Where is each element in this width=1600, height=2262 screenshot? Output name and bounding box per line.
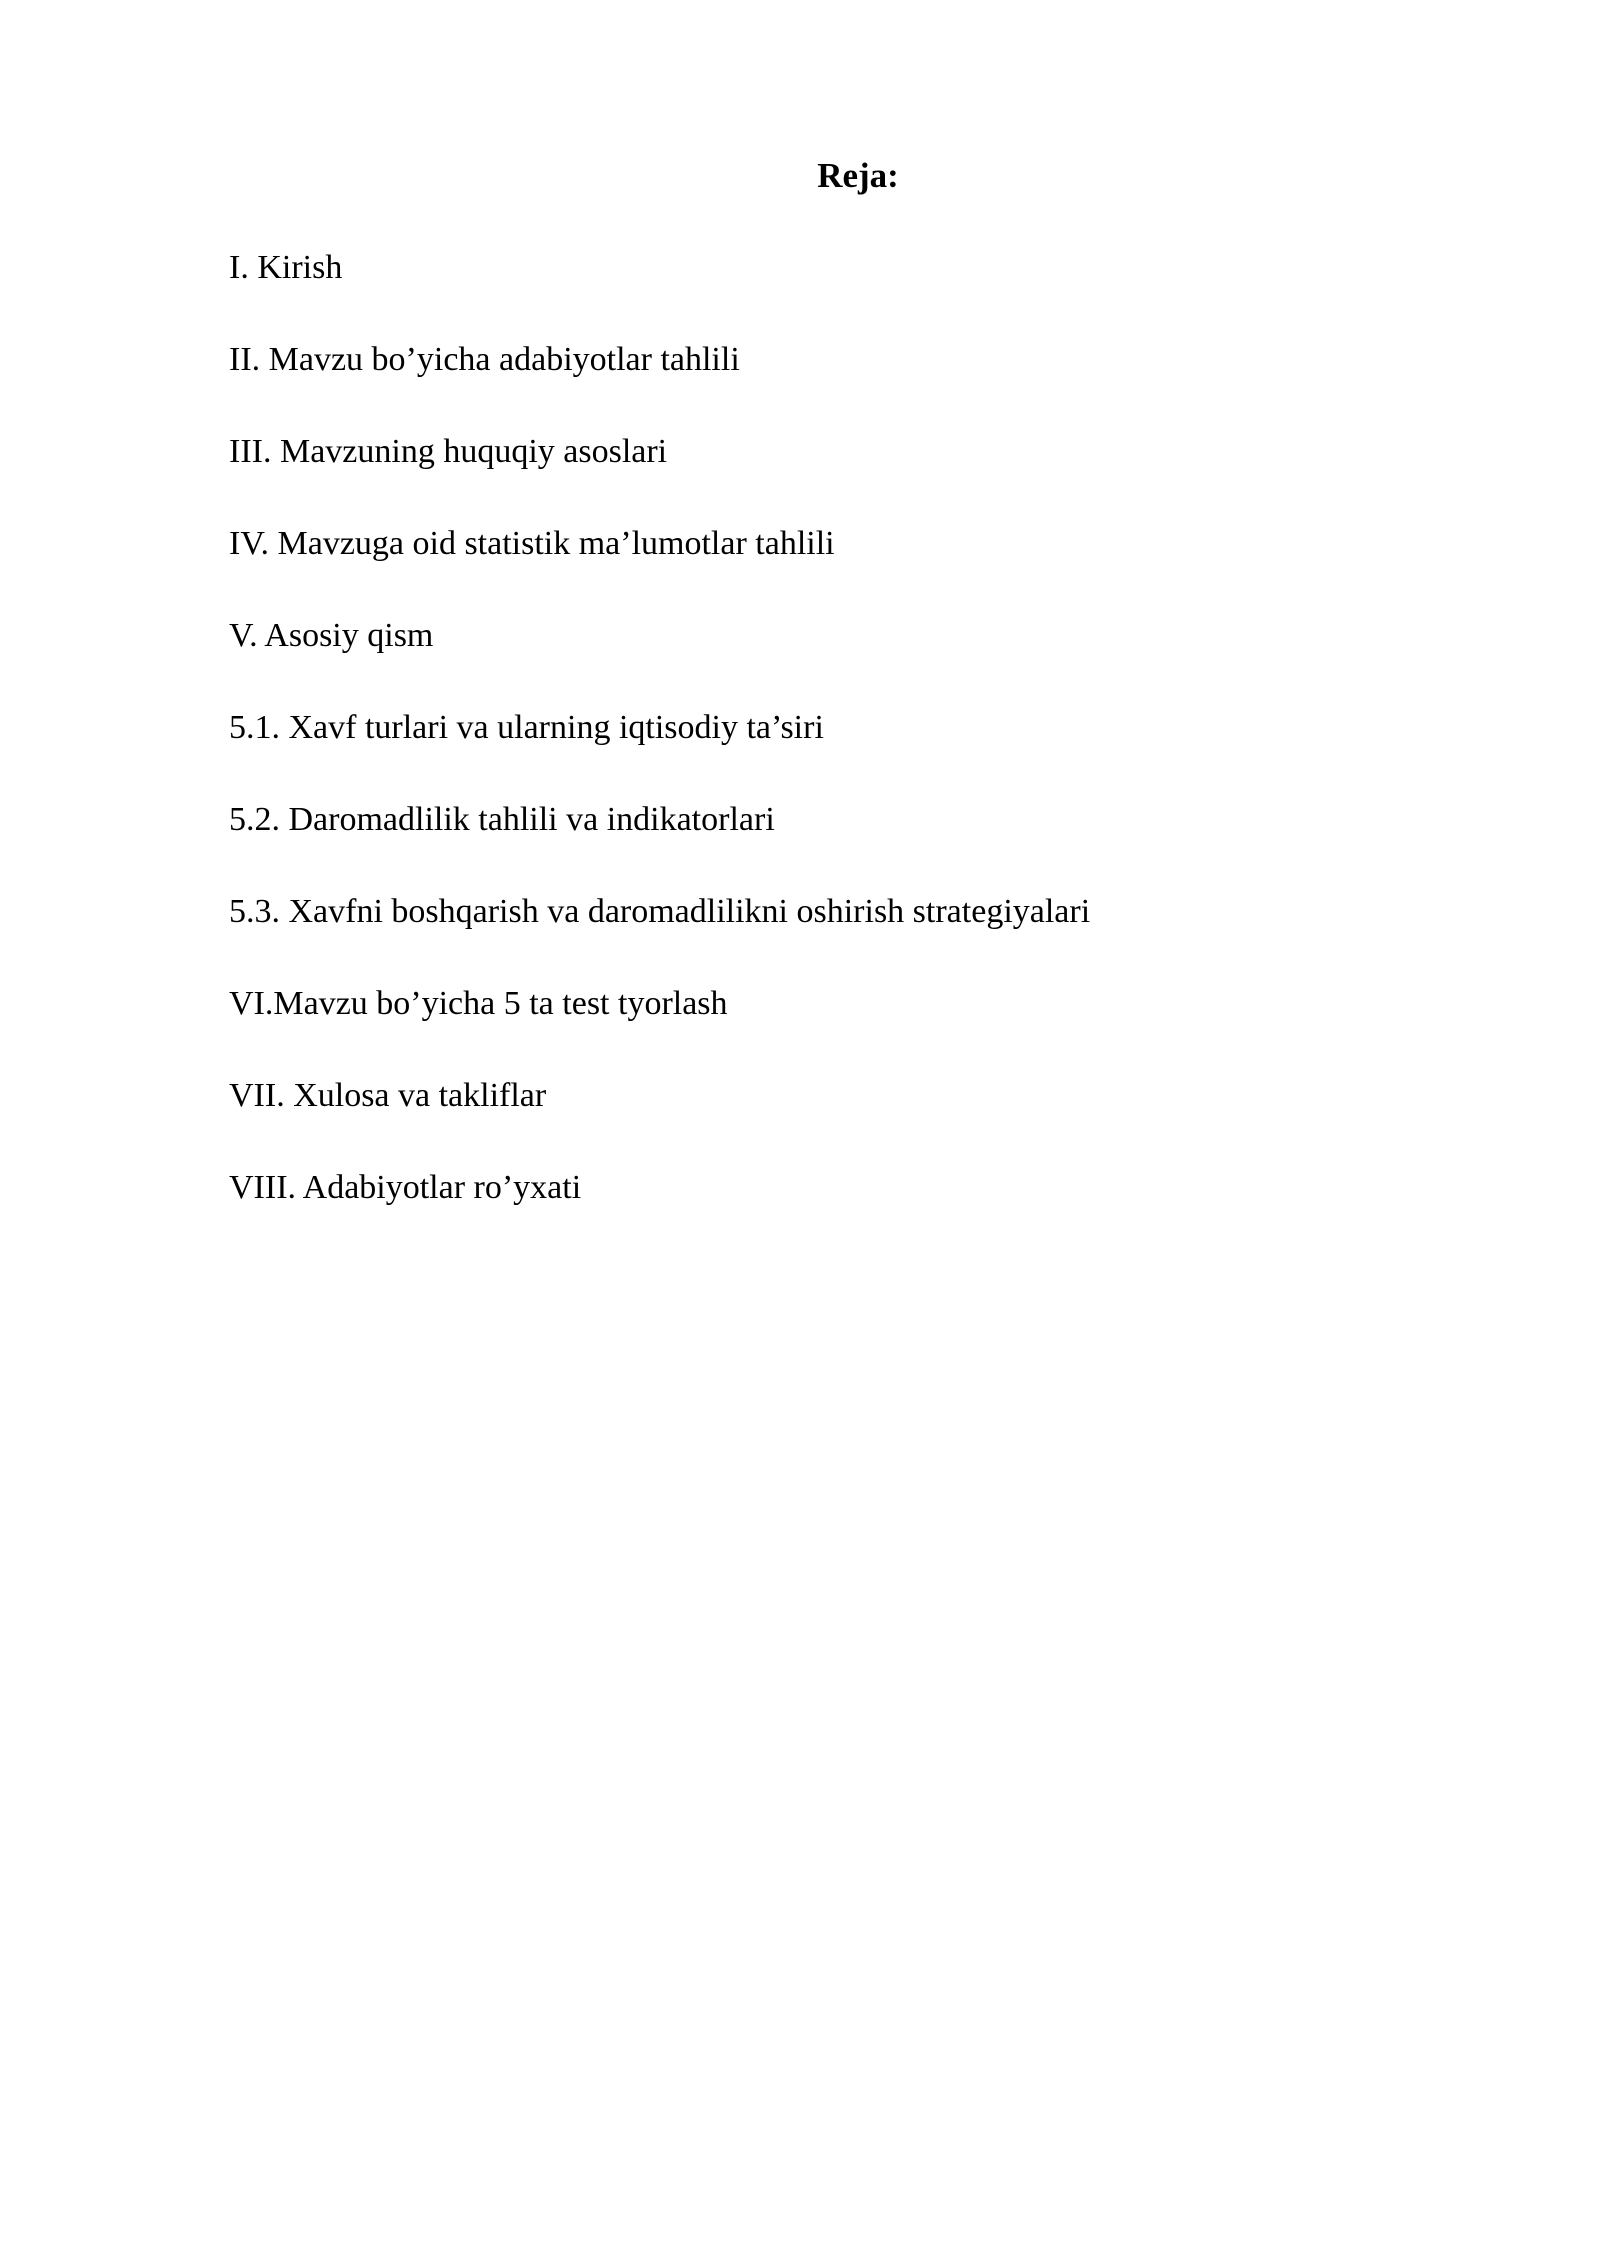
plan-item-literature-review: II. Mavzu bo’yicha adabiyotlar tahlili [229,341,740,378]
plan-item-5-1: 5.1. Xavf turlari va ularning iqtisodiy ta’siri [229,709,824,746]
plan-item-main-part: V. Asosiy qism [229,617,434,654]
plan-title: Reja: [817,156,899,195]
plan-item-kirish: I. Kirish [229,249,343,286]
plan-item-legal-basis: III. Mavzuning huquqiy asoslari [229,433,668,470]
plan-item-tests: VI.Mavzu bo’yicha 5 ta test tyorlash [229,985,728,1022]
plan-item-conclusion: VII. Xulosa va takliflar [229,1077,547,1114]
plan-list [229,244,1090,1256]
plan-item-5-2: 5.2. Daromadlilik tahlili va indikatorlari [229,801,775,838]
plan-item-references: VIII. Adabiyotlar ro’yxati [229,1169,582,1206]
plan-item-5-3: 5.3. Xavfni boshqarish va daromadlilikni oshirish strategiyalari [229,893,1091,930]
plan-item-statistics-analysis: IV. Mavzuga oid statistik ma’lumotlar tahlili [229,525,835,562]
